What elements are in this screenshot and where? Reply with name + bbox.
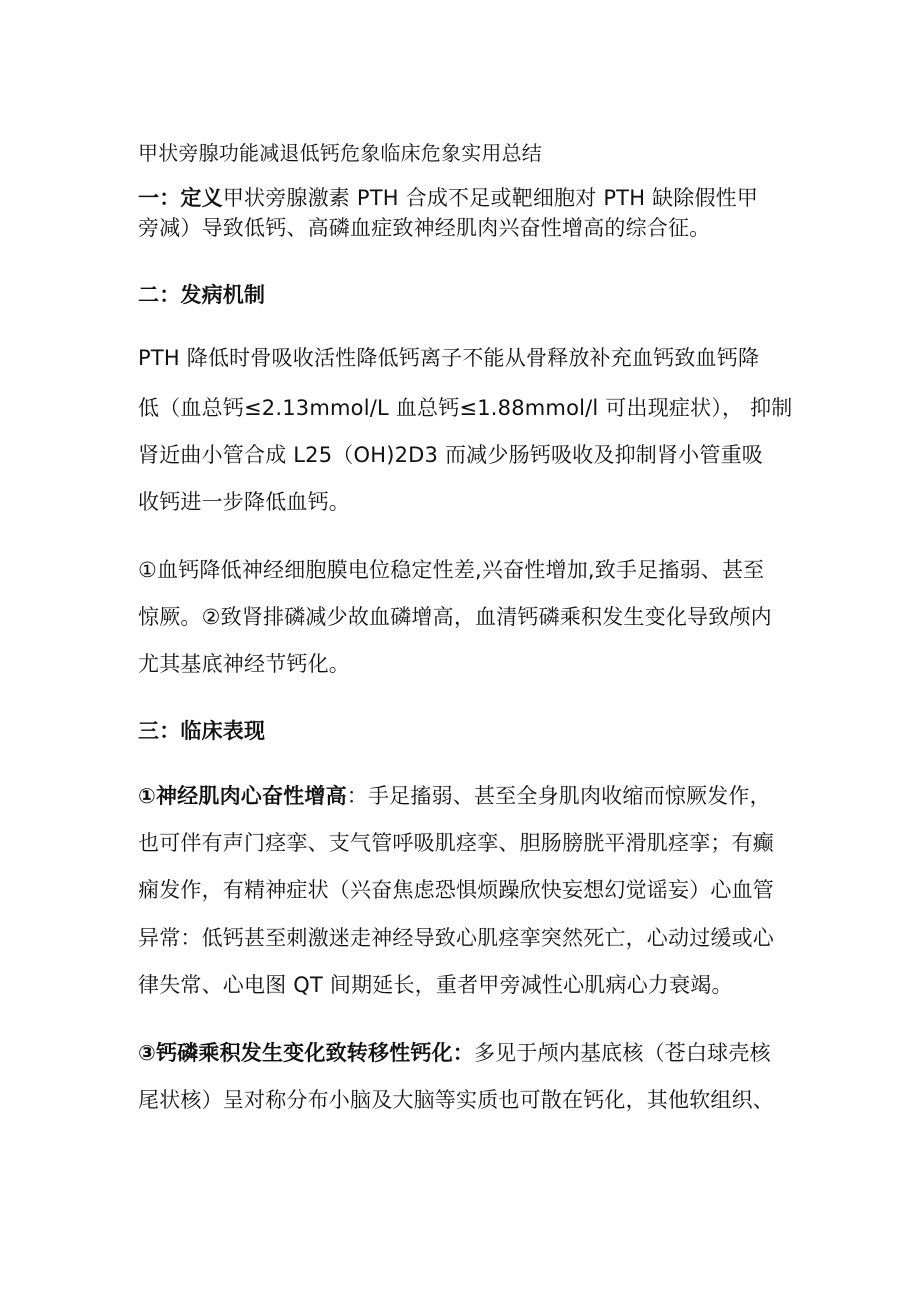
clinical-item3-label: ③钙磷乘积发生变化致转移性钙化： xyxy=(138,1041,474,1065)
pathogenesis-p2-line: 惊厥。②致肾排磷减少故血磷增高，血清钙磷乘积发生变化导致颅内 xyxy=(138,605,772,629)
clinical-item3-line xyxy=(138,1039,771,1067)
definition-line-1 xyxy=(138,184,758,212)
pathogenesis-p1-line: PTH 降低时骨吸收活性降低钙离子不能从骨释放补充血钙致血钙降 xyxy=(138,346,760,370)
clinical-item1-label: ①神经肌肉心奋性增高 xyxy=(138,784,347,808)
clinical-item1-line: 律失常、心电图 QT 间期延长，重者甲旁减性心肌病心力衰竭。 xyxy=(138,973,733,997)
clinical-item3-first: 多见于颅内基底核（苍白球壳核 xyxy=(473,1041,771,1065)
definition-label: 一：定义 xyxy=(138,186,223,210)
pathogenesis-p1-line: 收钙进一步降低血钙。 xyxy=(138,490,350,514)
clinical-item1-line: 异常：低钙甚至刺激迷走神经导致心肌痉挛突然死亡，心动过缓或心 xyxy=(138,926,774,950)
clinical-item1-first: ：手足搐弱、甚至全身肌肉收缩而惊厥发作， xyxy=(346,784,771,808)
pathogenesis-p2-line: 尤其基底神经节钙化。 xyxy=(138,652,350,676)
pathogenesis-p1-line: 肾近曲小管合成 L25（OH)2D3 而减少肠钙吸收及抑制肾小管重吸 xyxy=(138,443,763,467)
clinical-item1-line xyxy=(138,782,771,810)
pathogenesis-p1-line: 低（血总钙≤2.13mmol/L 血总钙≤1.88mmol/l 可出现症状）， 抑制 xyxy=(138,396,793,420)
definition-line-2: 旁减）导致低钙、高磷血症致神经肌肉兴奋性增高的综合征。 xyxy=(138,216,711,240)
document-title: 甲状旁腺功能减退低钙危象临床危象实用总结 xyxy=(138,141,542,165)
section-heading-clinical: 三：临床表现 xyxy=(138,719,266,743)
pathogenesis-p2-line: ①血钙降低神经细胞膜电位稳定性差,兴奋性增加,致手足搐弱、甚至 xyxy=(138,558,765,582)
clinical-item1-line: 痫发作，有精神症状（兴奋焦虑恐惧烦躁欣快妄想幻觉谣妄）心血管 xyxy=(138,878,774,902)
clinical-item3-line: 尾状核）呈对称分布小脑及大脑等实质也可散在钙化，其他软组织、 xyxy=(138,1088,774,1112)
definition-text-1: 甲状旁腺激素 PTH 合成不足或靶细胞对 PTH 缺除假性甲 xyxy=(222,186,759,210)
clinical-item1-line: 也可伴有声门痉挛、支气管呼吸肌痉挛、胆肠膀胱平滑肌痉挛；有癫 xyxy=(138,831,774,855)
section-heading-pathogenesis: 二：发病机制 xyxy=(138,283,266,307)
